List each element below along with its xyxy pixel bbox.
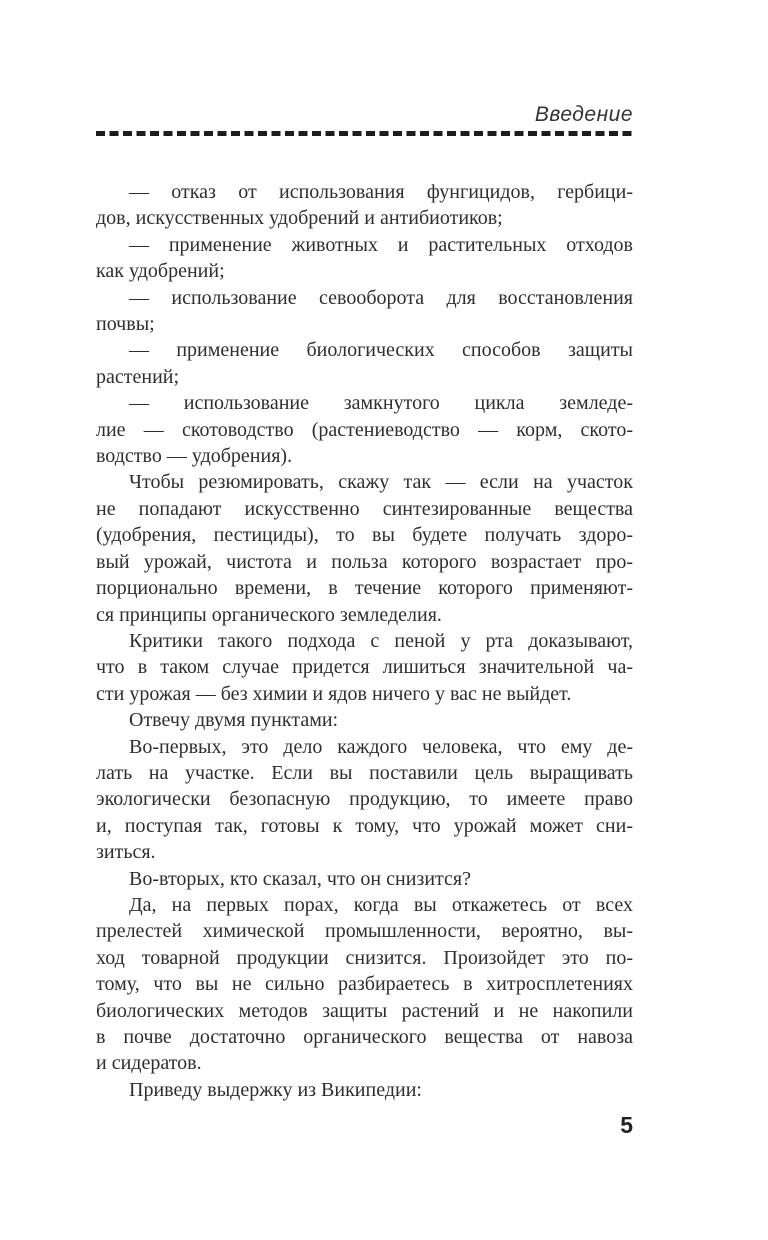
text-line: биологических методов защиты растений и не накопили <box>96 999 633 1022</box>
text-line: ход товарной продукции снизится. Произойдет это по- <box>96 946 633 969</box>
text-line: не попадают искусственно синтезированные вещества <box>96 497 633 520</box>
text-line: — применение животных и растительных отходов <box>129 233 633 256</box>
paragraph <box>96 179 633 232</box>
text-line: зиться. <box>96 841 156 864</box>
paragraph <box>96 337 633 390</box>
text-line: — отказ от использования фунгицидов, гербици- <box>129 181 633 203</box>
text-line: сти урожая — без химии и ядов ничего у вас не выйдет. <box>96 682 572 705</box>
text-line: лать на участке. Если вы поставили цель выращивать <box>96 761 633 784</box>
paragraph <box>96 707 633 733</box>
text-line: как удобрений; <box>96 260 225 283</box>
text-line: экологически безопасную продукцию, то имеете право <box>96 788 633 811</box>
text-line: тому, что вы не сильно разбираетесь в хитросплетениях <box>96 973 633 996</box>
text-line: растений; <box>96 365 180 388</box>
paragraph <box>96 285 633 338</box>
text-line: что в таком случае придется лишиться значительной ча- <box>96 656 633 679</box>
running-header: Введение <box>534 103 633 126</box>
paragraph <box>96 734 633 866</box>
paragraph <box>96 628 633 707</box>
paragraph <box>96 1077 633 1103</box>
text-line: Критики такого подхода с пеной у рта доказывают, <box>129 629 633 652</box>
text-line: ся принципы органического земледелия. <box>96 603 442 626</box>
text-line: (удобрения, пестициды), то вы будете получать здоро- <box>96 524 633 547</box>
text-line: — использование севооборота для восстановления <box>129 286 633 309</box>
text-line: дов, искусственных удобрений и антибиотиков; <box>96 207 503 230</box>
paragraph <box>96 469 633 627</box>
paragraph <box>96 866 633 892</box>
text-line: Во-первых, это дело каждого человека, что ему де- <box>129 735 633 758</box>
text-line: лие — скотоводство (растениеводство — корм, ското- <box>96 418 633 441</box>
text-line: Да, на первых порах, когда вы откажетесь от всех <box>129 893 633 916</box>
body-text <box>96 179 633 1103</box>
text-line: водство — удобрения). <box>96 445 293 468</box>
paragraph <box>96 232 633 285</box>
text-line: Чтобы резюмировать, скажу так — если на участок <box>129 471 633 494</box>
text-line: почвы; <box>96 313 155 336</box>
text-line: прелестей химической промышленности, вероятно, вы- <box>96 920 633 943</box>
text-line: Во-вторых, кто сказал, что он снизится? <box>129 867 471 890</box>
text-line: Приведу выдержку из Википедии: <box>129 1078 422 1101</box>
text-line: Отвечу двумя пунктами: <box>129 709 339 732</box>
text-line: — использование замкнутого цикла земледе- <box>129 392 633 415</box>
page-number: 5 <box>620 1112 633 1138</box>
paragraph <box>96 892 633 1077</box>
text-line: и сидератов. <box>96 1052 202 1075</box>
text-line: вый урожай, чистота и польза которого возрастает про- <box>96 550 633 573</box>
text-line: и, поступая так, готовы к тому, что урожай может сни- <box>96 814 633 837</box>
text-line: — применение биологических способов защиты <box>129 339 633 362</box>
paragraph <box>96 390 633 469</box>
text-line: в почве достаточно органического вещества от навоза <box>96 1026 633 1048</box>
text-line: порционально времени, в течение которого применяют- <box>96 577 633 600</box>
dashed-divider <box>96 131 633 136</box>
